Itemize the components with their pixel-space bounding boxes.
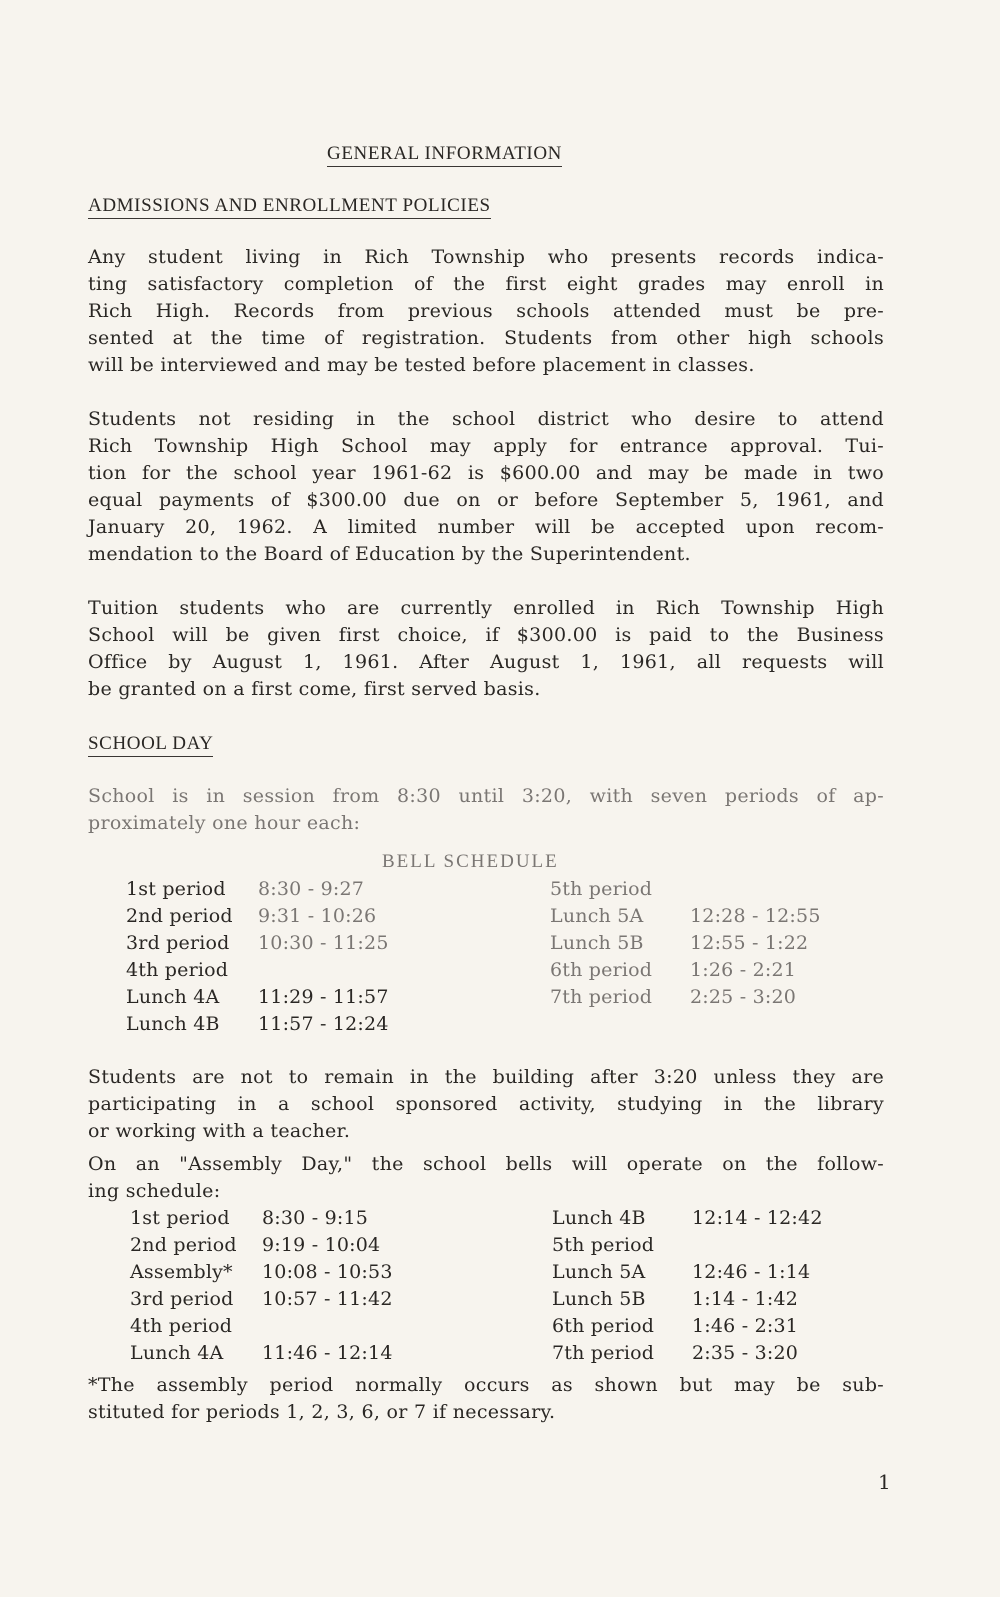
schedule-row: [552, 1205, 823, 1232]
period-time: 12:46 - 1:14: [692, 1261, 811, 1283]
text-line: January 20, 1962. A limited number will be accepted upon recom-: [88, 516, 884, 538]
text-line: Tuition students who are currently enrolled in Rich Township High: [88, 597, 884, 619]
period-label: 3rd period: [126, 932, 230, 954]
text-line: Office by August 1, 1961. After August 1, 1961, all requests will: [88, 651, 884, 673]
bell-schedule-left: [126, 876, 389, 1038]
period-time: 9:19 - 10:04: [262, 1234, 381, 1256]
schedule-row: [126, 903, 389, 930]
text-line: Students not residing in the school district who desire to attend: [88, 408, 884, 430]
text-line: or working with a teacher.: [88, 1120, 351, 1142]
bell-schedule-title: BELL SCHEDULE: [382, 851, 559, 872]
assembly-schedule-left: [130, 1205, 393, 1367]
text-line: mendation to the Board of Education by the Superintendent.: [88, 543, 691, 565]
bell-schedule-right: [550, 876, 821, 1011]
admissions-paragraph-3: [88, 595, 884, 703]
schedule-row: [552, 1259, 823, 1286]
period-label: 1st period: [130, 1207, 230, 1229]
schedule-row: [126, 984, 389, 1011]
admissions-paragraph-2: [88, 406, 884, 568]
text-line: *The assembly period normally occurs as shown but may be sub-: [88, 1374, 884, 1396]
period-label: 5th period: [552, 1234, 655, 1256]
period-time: 11:46 - 12:14: [262, 1342, 393, 1364]
period-time: 10:30 - 11:25: [258, 932, 389, 954]
text-line: proximately one hour each:: [88, 812, 361, 834]
after-school-paragraph: [88, 1064, 884, 1145]
admissions-heading: ADMISSIONS AND ENROLLMENT POLICIES: [88, 195, 491, 219]
period-label: Lunch 4A: [130, 1342, 224, 1364]
schedule-row: [552, 1286, 823, 1313]
period-label: Lunch 4B: [552, 1207, 646, 1229]
schedule-row: [130, 1313, 393, 1340]
text-line: School is in session from 8:30 until 3:20, with seven periods of ap-: [88, 785, 884, 807]
period-time: 10:08 - 10:53: [262, 1261, 393, 1283]
schedule-row: [130, 1205, 393, 1232]
school-day-intro: [88, 783, 884, 837]
schedule-row: [126, 1011, 389, 1038]
text-line: tion for the school year 1961-62 is $600.00 and may be made in two: [88, 462, 884, 484]
assembly-schedule-right: [552, 1205, 823, 1367]
schedule-row: [550, 876, 821, 903]
text-line: ting satisfactory completion of the first eight grades may enroll in: [88, 273, 884, 295]
text-line: Any student living in Rich Township who presents records indica-: [88, 246, 884, 268]
text-line: be granted on a first come, first served basis.: [88, 678, 541, 700]
schedule-row: [130, 1340, 393, 1367]
text-line: equal payments of $300.00 due on or before September 5, 1961, and: [88, 489, 884, 511]
schedule-row: [130, 1259, 393, 1286]
period-time: 10:57 - 11:42: [262, 1288, 393, 1310]
period-label: 7th period: [552, 1342, 655, 1364]
text-line: will be interviewed and may be tested before placement in classes.: [88, 354, 755, 376]
period-label: 2nd period: [126, 905, 233, 927]
assembly-intro: [88, 1151, 884, 1205]
text-line: ing schedule:: [88, 1180, 221, 1202]
period-label: 1st period: [126, 878, 226, 900]
schedule-row: [550, 903, 821, 930]
schedule-row: [126, 876, 389, 903]
schedule-row: [552, 1313, 823, 1340]
schedule-row: [550, 930, 821, 957]
text-line: stituted for periods 1, 2, 3, 6, or 7 if necessary.: [88, 1401, 556, 1423]
period-label: Lunch 5B: [550, 932, 644, 954]
schedule-row: [550, 957, 821, 984]
text-line: Students are not to remain in the building after 3:20 unless they are: [88, 1066, 884, 1088]
period-label: 3rd period: [130, 1288, 234, 1310]
period-label: 5th period: [550, 878, 653, 900]
period-label: Assembly*: [130, 1261, 233, 1283]
period-time: 8:30 - 9:15: [262, 1207, 369, 1229]
period-label: 2nd period: [130, 1234, 237, 1256]
schedule-row: [550, 984, 821, 1011]
period-label: Lunch 4B: [126, 1013, 220, 1035]
text-line: On an "Assembly Day," the school bells will operate on the follow-: [88, 1153, 884, 1175]
period-label: 7th period: [550, 986, 653, 1008]
text-line: Rich Township High School may apply for entrance approval. Tui-: [88, 435, 884, 457]
admissions-paragraph-1: [88, 244, 884, 379]
period-time: 12:14 - 12:42: [692, 1207, 823, 1229]
period-label: Lunch 4A: [126, 986, 220, 1008]
schedule-row: [126, 957, 389, 984]
period-time: 8:30 - 9:27: [258, 878, 365, 900]
schedule-row: [130, 1286, 393, 1313]
period-label: Lunch 5A: [552, 1261, 646, 1283]
period-time: 11:57 - 12:24: [258, 1013, 389, 1035]
period-time: 2:25 - 3:20: [690, 986, 797, 1008]
text-line: sented at the time of registration. Students from other high schools: [88, 327, 884, 349]
period-label: Lunch 5A: [550, 905, 644, 927]
period-label: 6th period: [552, 1315, 655, 1337]
period-label: 6th period: [550, 959, 653, 981]
schedule-row: [130, 1232, 393, 1259]
period-time: 9:31 - 10:26: [258, 905, 377, 927]
page-title: GENERAL INFORMATION: [327, 143, 562, 167]
text-line: participating in a school sponsored activity, studying in the library: [88, 1093, 884, 1115]
page-number: 1: [878, 1470, 891, 1494]
schedule-row: [552, 1340, 823, 1367]
assembly-footnote: [88, 1372, 884, 1426]
text-line: Rich High. Records from previous schools attended must be pre-: [88, 300, 884, 322]
period-time: 2:35 - 3:20: [692, 1342, 799, 1364]
schedule-row: [126, 930, 389, 957]
period-time: 12:28 - 12:55: [690, 905, 821, 927]
period-time: 12:55 - 1:22: [690, 932, 809, 954]
school-day-heading: SCHOOL DAY: [88, 733, 213, 757]
period-time: 1:14 - 1:42: [692, 1288, 799, 1310]
schedule-row: [552, 1232, 823, 1259]
text-line: School will be given first choice, if $300.00 is paid to the Business: [88, 624, 884, 646]
period-label: 4th period: [130, 1315, 233, 1337]
period-label: Lunch 5B: [552, 1288, 646, 1310]
period-time: 1:26 - 2:21: [690, 959, 797, 981]
period-label: 4th period: [126, 959, 229, 981]
period-time: 1:46 - 2:31: [692, 1315, 799, 1337]
period-time: 11:29 - 11:57: [258, 986, 389, 1008]
